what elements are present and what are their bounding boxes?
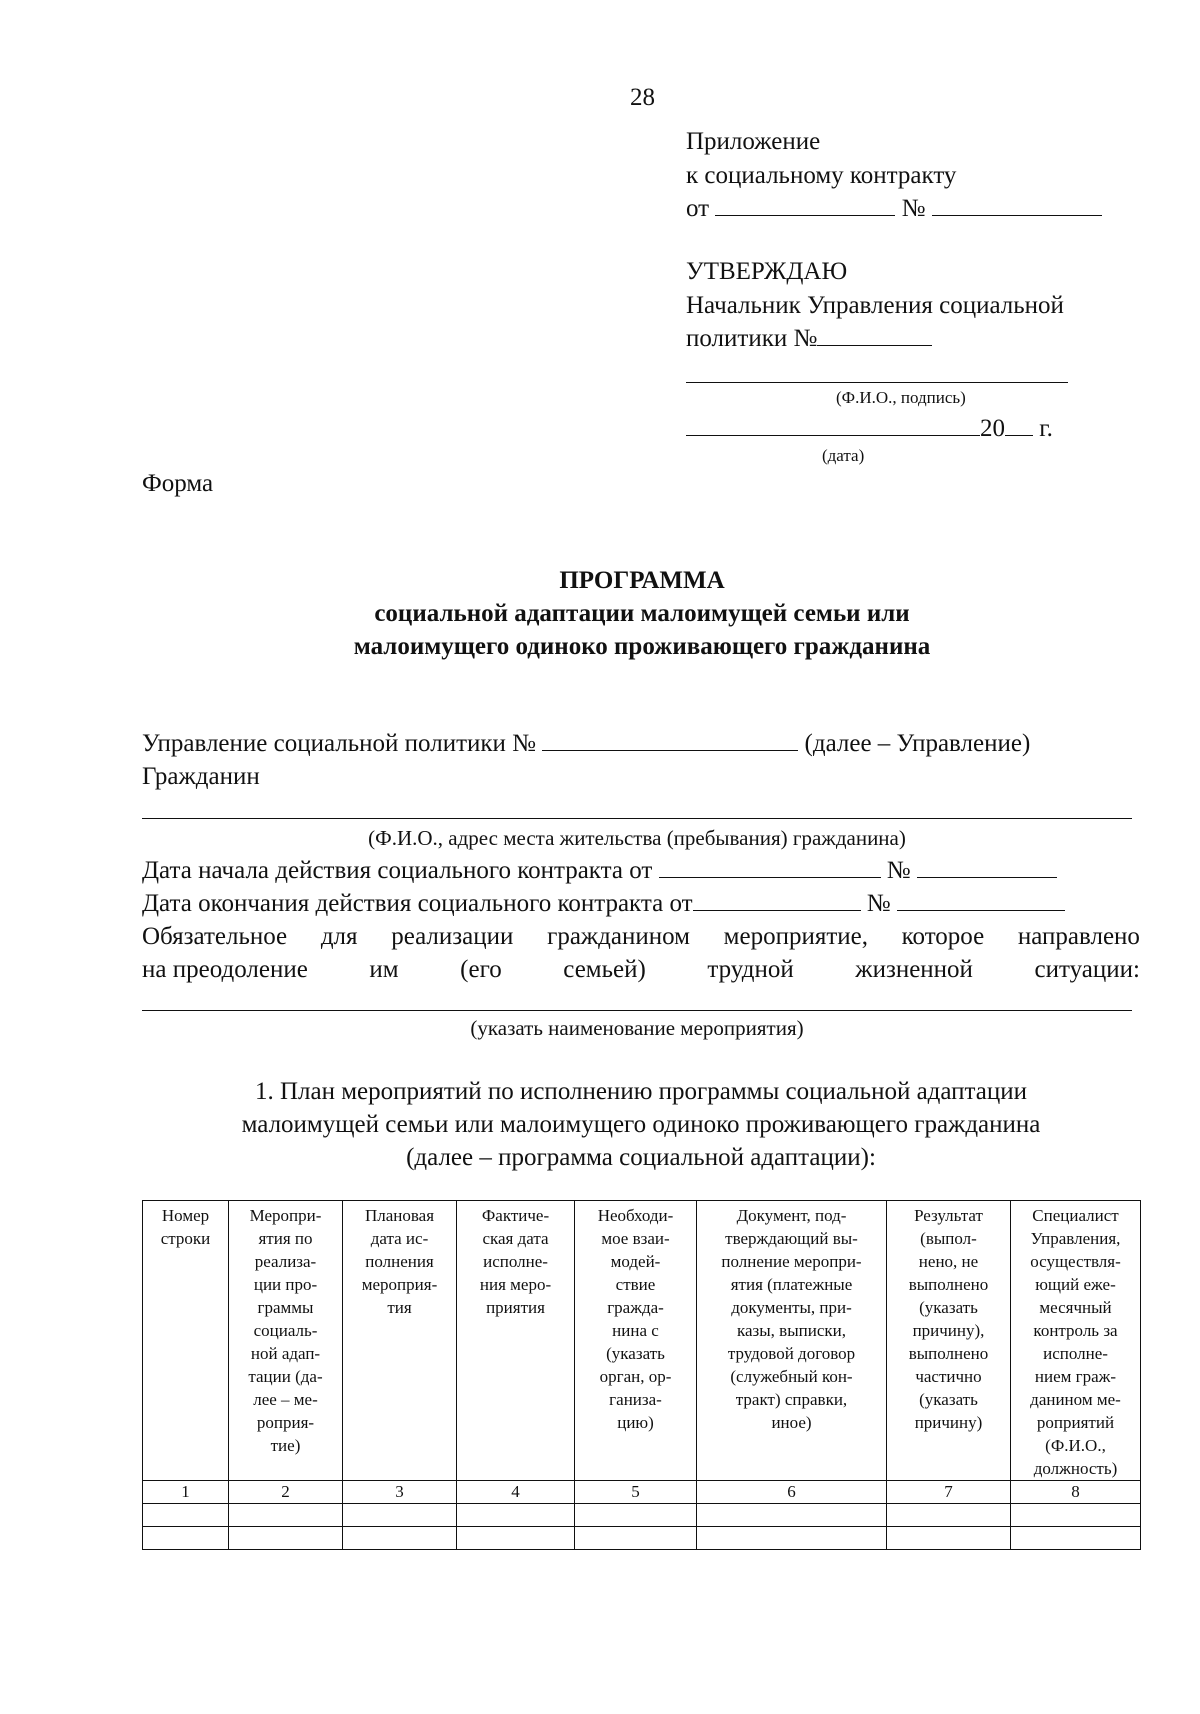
program-subtitle-line1: социальной адаптации малоимущей семьи или — [374, 600, 910, 627]
start-date-blank[interactable] — [659, 855, 881, 878]
header-line: трудовой договор — [727, 1344, 856, 1363]
header-line: Управления, — [1030, 1229, 1121, 1248]
appendix-number-blank[interactable] — [932, 193, 1102, 216]
table-cell[interactable] — [229, 1504, 343, 1527]
form-label: Форма — [142, 470, 214, 497]
table-cell[interactable] — [575, 1527, 697, 1550]
citizen-blank-line[interactable] — [142, 818, 1132, 819]
obligatory-w7: направлено — [1017, 923, 1140, 950]
table-cell[interactable] — [143, 1504, 229, 1527]
header-line: ганиза- — [609, 1390, 662, 1409]
header-line: полнение меропри- — [721, 1252, 862, 1271]
header-line: мое взаи- — [601, 1229, 670, 1248]
header-line: ятия по — [258, 1229, 313, 1248]
header-line: частично — [915, 1367, 982, 1386]
header-interaction — [575, 1201, 697, 1481]
column-number: 2 — [229, 1481, 343, 1504]
header-line: нием граж- — [1034, 1367, 1117, 1386]
header-line: причину) — [914, 1413, 983, 1432]
header-line: нено, не — [918, 1252, 979, 1271]
header-line: Фактиче- — [481, 1206, 550, 1225]
table-cell[interactable] — [343, 1527, 457, 1550]
start-number-blank[interactable] — [917, 855, 1057, 878]
header-line: тверждающий вы- — [725, 1229, 858, 1248]
end-date-line — [142, 888, 1065, 920]
obligatory-l2-w2: им — [369, 956, 399, 983]
department-label: Управление социальной политики № — [142, 730, 537, 757]
header-line: исполне- — [1043, 1344, 1108, 1363]
header-row-number — [143, 1201, 229, 1481]
start-date-label: Дата начала действия социального контракта от — [142, 857, 653, 884]
approval-position-line1: Начальник Управления социальной — [686, 292, 1064, 319]
appendix-title: Приложение — [686, 128, 821, 155]
appendix-number-label: № — [901, 195, 926, 222]
approval-year-blank[interactable] — [1005, 413, 1033, 436]
obligatory-l2-w4: семьей) — [563, 956, 646, 983]
obligatory-line2 — [142, 954, 1140, 986]
table-cell[interactable] — [229, 1527, 343, 1550]
approval-date-line — [686, 413, 1053, 445]
header-line: лее – ме- — [253, 1390, 318, 1409]
table-cell[interactable] — [143, 1527, 229, 1550]
header-line: ятия (платежные — [730, 1275, 853, 1294]
obligatory-w3: реализации — [391, 923, 514, 950]
approval-year-prefix: 20 — [980, 415, 1005, 442]
header-specialist — [1011, 1201, 1141, 1481]
obligatory-w1: Обязательное — [142, 923, 288, 950]
header-line: причину), — [912, 1321, 985, 1340]
header-line: нина с — [612, 1321, 659, 1340]
header-line: казы, выписки, — [737, 1321, 846, 1340]
department-number-blank[interactable] — [542, 728, 798, 751]
header-line: (указать — [919, 1390, 978, 1409]
table-cell[interactable] — [457, 1504, 575, 1527]
column-number: 4 — [457, 1481, 575, 1504]
appendix-subtitle: к социальному контракту — [686, 162, 957, 189]
obligatory-l2-w7: ситуации: — [1034, 956, 1140, 983]
program-title: ПРОГРАММА — [559, 567, 725, 594]
column-number: 3 — [343, 1481, 457, 1504]
header-line: ции про- — [253, 1275, 318, 1294]
header-line: ной адап- — [250, 1344, 321, 1363]
header-line: полнения — [365, 1252, 434, 1271]
header-line: выполнено — [908, 1275, 989, 1294]
plan-table — [142, 1200, 1141, 1550]
obligatory-w5: мероприятие, — [723, 923, 868, 950]
header-line: (указать — [606, 1344, 665, 1363]
header-result — [887, 1201, 1011, 1481]
table-cell[interactable] — [343, 1504, 457, 1527]
table-cell[interactable] — [697, 1504, 887, 1527]
table-cell[interactable] — [1011, 1527, 1141, 1550]
header-line: тракт) справки, — [735, 1390, 848, 1409]
header-line: (указать — [919, 1298, 978, 1317]
header-line: социаль- — [253, 1321, 318, 1340]
approval-position-line2 — [686, 323, 932, 355]
obligatory-w2: для — [320, 923, 358, 950]
end-number-blank[interactable] — [897, 888, 1065, 911]
header-line: Номер — [161, 1206, 210, 1225]
header-line: гражда- — [607, 1298, 664, 1317]
header-line: контроль за — [1033, 1321, 1118, 1340]
header-line: реализа- — [254, 1252, 317, 1271]
end-date-label: Дата окончания действия социального контракта от — [142, 890, 693, 917]
header-line: строки — [160, 1229, 211, 1248]
start-date-line — [142, 855, 1057, 887]
end-date-blank[interactable] — [693, 888, 861, 911]
event-caption: (указать наименование мероприятия) — [470, 1016, 804, 1040]
start-number-label: № — [886, 857, 911, 884]
obligatory-l2-w5: трудной — [707, 956, 794, 983]
approval-policy-label: политики № — [686, 325, 818, 352]
header-line: исполне- — [483, 1252, 548, 1271]
header-line: мероприя- — [361, 1275, 438, 1294]
appendix-date-blank[interactable] — [715, 193, 895, 216]
table-row — [143, 1527, 1141, 1550]
header-line: данином ме- — [1030, 1390, 1121, 1409]
header-line: модей- — [610, 1252, 661, 1271]
table-cell[interactable] — [575, 1504, 697, 1527]
department-line — [142, 728, 1030, 760]
header-line: ющий еже- — [1035, 1275, 1116, 1294]
header-line: тие) — [270, 1436, 301, 1455]
header-line: осуществля- — [1030, 1252, 1121, 1271]
column-number: 8 — [1011, 1481, 1141, 1504]
header-line: выполнено — [908, 1344, 989, 1363]
appendix-from-label: от — [686, 195, 710, 222]
approval-year-suffix: г. — [1039, 415, 1053, 442]
header-line: (выпол- — [920, 1229, 977, 1248]
header-line: Документ, под- — [736, 1206, 847, 1225]
obligatory-l2-w6: жизненной — [855, 956, 973, 983]
table-cell[interactable] — [697, 1527, 887, 1550]
section1-heading-line3: (далее – программа социальной адаптации): — [406, 1144, 876, 1171]
approval-policy-number-blank[interactable] — [817, 323, 932, 346]
header-line: должность) — [1033, 1459, 1118, 1478]
header-line: Меропри- — [249, 1206, 322, 1225]
header-line: ния меро- — [479, 1275, 552, 1294]
header-line: (служебный кон- — [730, 1367, 853, 1386]
date-caption: (дата) — [822, 446, 865, 465]
page-number: 28 — [630, 84, 655, 111]
obligatory-l2-w1: на преодоление — [142, 956, 308, 983]
table-cell[interactable] — [887, 1504, 1011, 1527]
header-line: роприятий — [1036, 1413, 1115, 1432]
table-cell[interactable] — [887, 1527, 1011, 1550]
column-number: 1 — [143, 1481, 229, 1504]
column-number: 5 — [575, 1481, 697, 1504]
table-cell[interactable] — [457, 1527, 575, 1550]
obligatory-w6: которое — [901, 923, 985, 950]
end-number-label: № — [866, 890, 891, 917]
header-line: роприя- — [256, 1413, 315, 1432]
citizen-label: Гражданин — [142, 763, 260, 790]
header-line: ская дата — [482, 1229, 549, 1248]
column-number: 6 — [697, 1481, 887, 1504]
header-planned-date — [343, 1201, 457, 1481]
table-cell[interactable] — [1011, 1504, 1141, 1527]
program-subtitle-line2: малоимущего одиноко проживающего гражданина — [353, 633, 931, 660]
header-line: Плановая — [364, 1206, 435, 1225]
header-document — [697, 1201, 887, 1481]
header-line: цию) — [617, 1413, 654, 1432]
header-line: орган, ор- — [599, 1367, 672, 1386]
header-line: Специалист — [1032, 1206, 1119, 1225]
appendix-date-number-line — [686, 193, 1102, 225]
header-line: дата ис- — [370, 1229, 429, 1248]
signature-caption: (Ф.И.О., подпись) — [836, 388, 966, 407]
header-line: тия — [387, 1298, 412, 1317]
header-line: тации (да- — [248, 1367, 323, 1386]
citizen-caption: (Ф.И.О., адрес места жительства (пребывания) гражданина) — [368, 826, 906, 850]
header-line: Необходи- — [597, 1206, 674, 1225]
table-row — [143, 1504, 1141, 1527]
approval-date-blank[interactable] — [686, 413, 980, 436]
header-line: (Ф.И.О., — [1045, 1436, 1106, 1455]
table-header-row — [143, 1201, 1141, 1481]
header-line: иное) — [771, 1413, 812, 1432]
header-line: ствие — [615, 1275, 656, 1294]
table-column-numbers-row — [143, 1481, 1141, 1504]
header-line: документы, при- — [731, 1298, 852, 1317]
event-blank-line[interactable] — [142, 1010, 1132, 1011]
header-line: приятия — [486, 1298, 545, 1317]
department-suffix: (далее – Управление) — [804, 730, 1031, 757]
section1-heading-line2: малоимущей семьи или малоимущего одиноко проживающего гражданина — [241, 1111, 1041, 1138]
header-actual-date — [457, 1201, 575, 1481]
obligatory-w4: гражданином — [547, 923, 690, 950]
column-number: 7 — [887, 1481, 1011, 1504]
header-line: Результат — [914, 1206, 983, 1225]
signature-line[interactable] — [686, 382, 1068, 383]
approval-title: УТВЕРЖДАЮ — [686, 258, 848, 285]
header-line: граммы — [257, 1298, 314, 1317]
section1-heading-line1: 1. План мероприятий по исполнению программы социальной адаптации — [254, 1078, 1028, 1105]
header-event — [229, 1201, 343, 1481]
header-line: месячный — [1039, 1298, 1112, 1317]
obligatory-l2-w3: (его — [460, 956, 502, 983]
obligatory-line1 — [142, 921, 1140, 953]
